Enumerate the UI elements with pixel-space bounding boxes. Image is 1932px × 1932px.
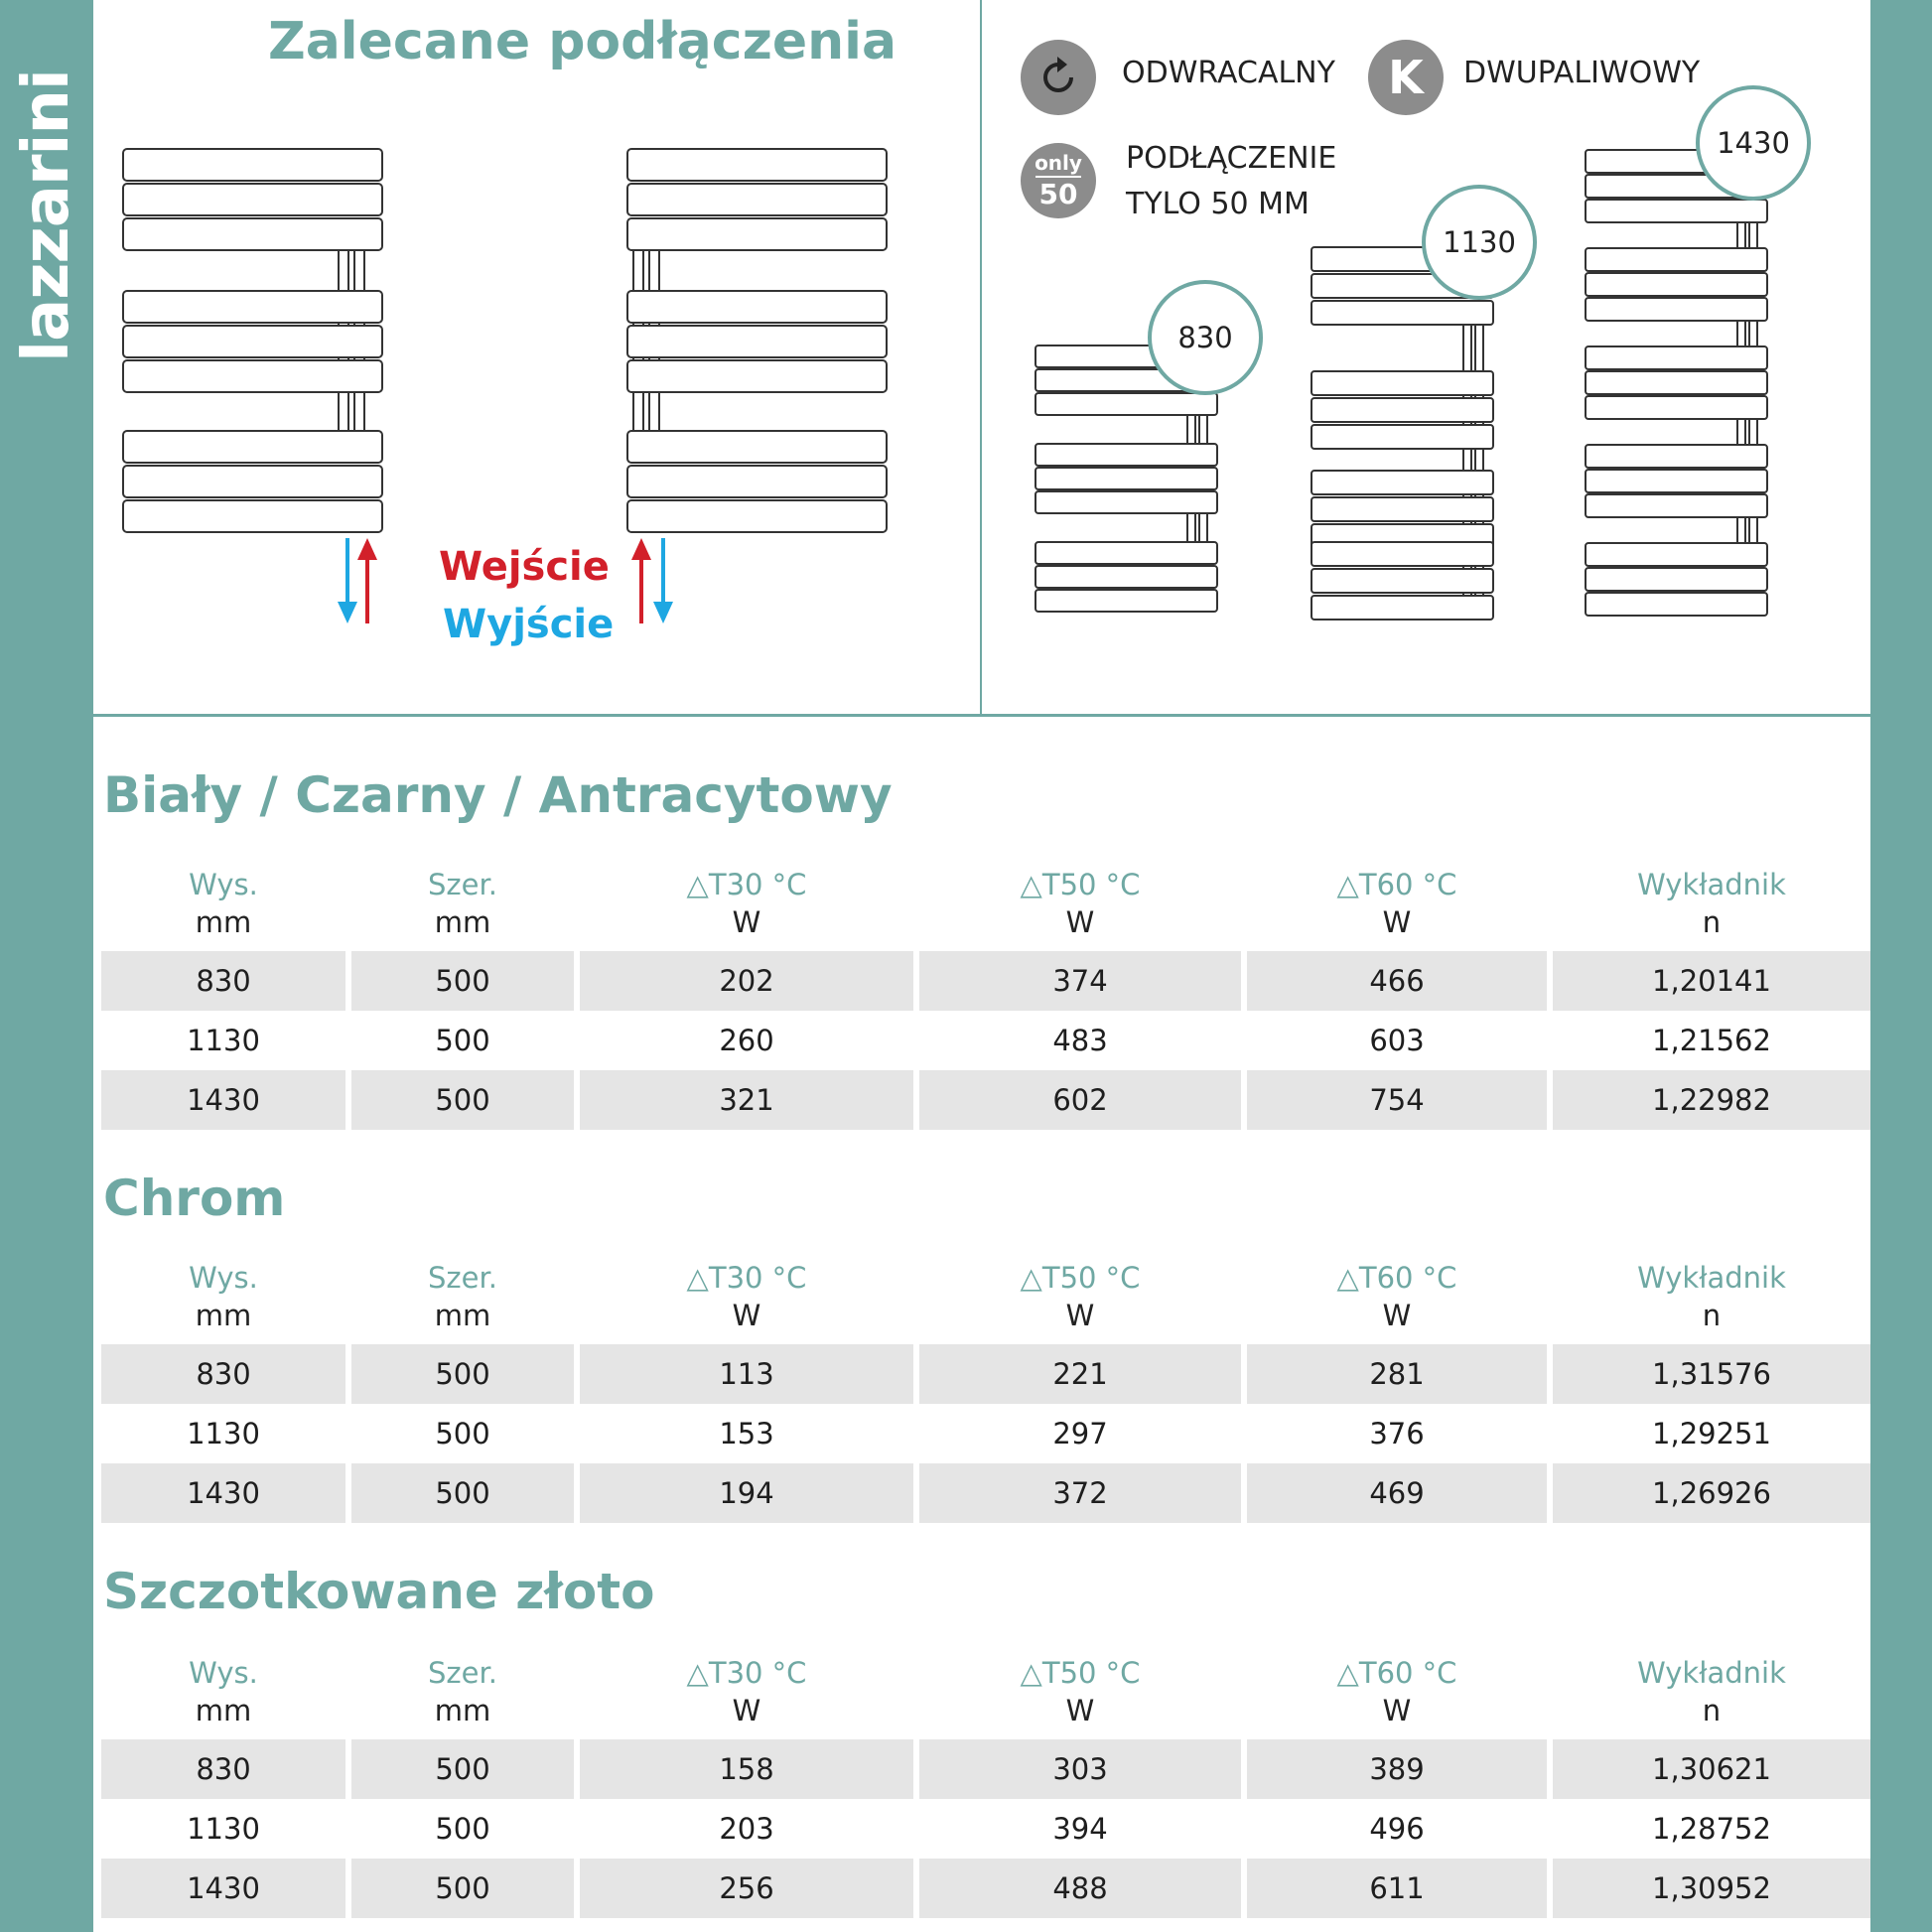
header-dt60: △T60 °C W	[1336, 1261, 1457, 1332]
header-width: Szer. mm	[428, 868, 497, 939]
cell-exponent: 1,28752	[1553, 1799, 1870, 1859]
cell-width: 500	[351, 951, 574, 1011]
cell-dt60: 603	[1247, 1011, 1547, 1070]
connections-title: Zalecane podłączenia	[268, 12, 897, 71]
header-dt30: △T30 °C W	[686, 868, 807, 939]
feature-rear-connection-line2: TYLO 50 MM	[1126, 187, 1310, 221]
cell-dt30: 113	[580, 1344, 913, 1404]
header-dt50: △T50 °C W	[1020, 1656, 1141, 1727]
cell-dt50: 488	[919, 1859, 1241, 1918]
cell-exponent: 1,20141	[1553, 951, 1870, 1011]
cell-dt30: 194	[580, 1463, 913, 1523]
only-50-icon-top: only	[1035, 151, 1082, 175]
spec-table-brushed-gold	[95, 1640, 1876, 1918]
table-row	[101, 1799, 1870, 1859]
cell-exponent: 1,30621	[1553, 1739, 1870, 1799]
cell-dt50: 303	[919, 1739, 1241, 1799]
inlet-outlet-arrows-left	[328, 536, 387, 625]
cell-width: 500	[351, 1463, 574, 1523]
cell-height: 1430	[101, 1463, 345, 1523]
cell-width: 500	[351, 1799, 574, 1859]
radiator-diagram-left	[119, 144, 397, 541]
section-divider-vertical	[980, 0, 982, 715]
header-dt30: △T30 °C W	[686, 1261, 807, 1332]
cell-height: 1430	[101, 1070, 345, 1130]
radiator-size-1130	[1309, 244, 1497, 621]
cell-dt50: 394	[919, 1799, 1241, 1859]
cell-dt50: 483	[919, 1011, 1241, 1070]
size-bubble-1430: 1430	[1696, 85, 1811, 201]
header-width: Szer. mm	[428, 1656, 497, 1727]
brand-logo-text: lazzarini	[10, 69, 83, 362]
cell-dt50: 372	[919, 1463, 1241, 1523]
header-dt50: △T50 °C W	[1020, 868, 1141, 939]
header-dt50: △T50 °C W	[1020, 1261, 1141, 1332]
outlet-label: Wyjście	[443, 602, 615, 647]
feature-dual-fuel-label: DWUPALIWOWY	[1463, 56, 1701, 90]
header-exponent: Wykładnik n	[1637, 1261, 1786, 1332]
cell-height: 1430	[101, 1859, 345, 1918]
cell-dt60: 469	[1247, 1463, 1547, 1523]
cell-dt60: 466	[1247, 951, 1547, 1011]
cell-dt30: 321	[580, 1070, 913, 1130]
cell-width: 500	[351, 1859, 574, 1918]
header-height: Wys. mm	[189, 1656, 258, 1727]
table-header-row	[101, 1640, 1870, 1739]
cell-exponent: 1,31576	[1553, 1344, 1870, 1404]
cell-width: 500	[351, 1011, 574, 1070]
cell-width: 500	[351, 1739, 574, 1799]
cell-width: 500	[351, 1344, 574, 1404]
cell-dt60: 376	[1247, 1404, 1547, 1463]
section-title-brushed-gold: Szczotkowane złoto	[103, 1563, 655, 1620]
cell-dt30: 256	[580, 1859, 913, 1918]
header-height: Wys. mm	[189, 1261, 258, 1332]
radiator-size-1430	[1583, 147, 1771, 623]
table-row	[101, 1344, 1870, 1404]
table-row	[101, 1859, 1870, 1918]
cell-dt30: 203	[580, 1799, 913, 1859]
header-dt60: △T60 °C W	[1336, 868, 1457, 939]
cell-width: 500	[351, 1404, 574, 1463]
radiator-diagram-right	[623, 144, 901, 541]
inlet-outlet-arrows-right	[620, 536, 679, 625]
cell-width: 500	[351, 1070, 574, 1130]
cell-dt50: 374	[919, 951, 1241, 1011]
only-50-icon-bottom: 50	[1038, 178, 1078, 210]
table-row	[101, 1739, 1870, 1799]
cell-dt60: 611	[1247, 1859, 1547, 1918]
feature-reversible-label: ODWRACALNY	[1122, 56, 1335, 90]
cell-exponent: 1,30952	[1553, 1859, 1870, 1918]
spec-table-chrome	[95, 1245, 1876, 1523]
table-header-row	[101, 852, 1870, 951]
section-title-white-black-anthracite: Biały / Czarny / Antracytowy	[103, 766, 893, 824]
cell-height: 1130	[101, 1404, 345, 1463]
size-bubble-830: 830	[1148, 280, 1263, 395]
header-height: Wys. mm	[189, 868, 258, 939]
cell-dt50: 221	[919, 1344, 1241, 1404]
table-row	[101, 951, 1870, 1011]
spec-table-white-black-anthracite	[95, 852, 1876, 1130]
header-exponent: Wykładnik n	[1637, 1656, 1786, 1727]
header-exponent: Wykładnik n	[1637, 868, 1786, 939]
cell-height: 1130	[101, 1011, 345, 1070]
cell-dt60: 496	[1247, 1799, 1547, 1859]
left-brand-bar	[0, 0, 93, 1932]
section-divider-horizontal	[93, 714, 1870, 717]
cell-height: 830	[101, 1739, 345, 1799]
cell-exponent: 1,22982	[1553, 1070, 1870, 1130]
cell-dt60: 754	[1247, 1070, 1547, 1130]
cell-dt60: 281	[1247, 1344, 1547, 1404]
cell-dt60: 389	[1247, 1739, 1547, 1799]
k-badge-letter: K	[1388, 51, 1424, 104]
brand-logo	[10, 69, 83, 437]
header-dt30: △T30 °C W	[686, 1656, 807, 1727]
cell-dt50: 602	[919, 1070, 1241, 1130]
table-row	[101, 1011, 1870, 1070]
cell-exponent: 1,21562	[1553, 1011, 1870, 1070]
cell-height: 1130	[101, 1799, 345, 1859]
cell-dt50: 297	[919, 1404, 1241, 1463]
table-row	[101, 1404, 1870, 1463]
cell-dt30: 260	[580, 1011, 913, 1070]
table-header-row	[101, 1245, 1870, 1344]
cell-height: 830	[101, 1344, 345, 1404]
right-brand-bar	[1870, 0, 1932, 1932]
cell-dt30: 202	[580, 951, 913, 1011]
size-bubble-1130: 1130	[1422, 185, 1537, 300]
header-width: Szer. mm	[428, 1261, 497, 1332]
cell-exponent: 1,26926	[1553, 1463, 1870, 1523]
inlet-label: Wejście	[439, 544, 610, 590]
feature-rear-connection-line1: PODŁĄCZENIE	[1126, 141, 1337, 176]
section-title-chrome: Chrom	[103, 1170, 286, 1227]
rotate-arrow-icon	[1021, 40, 1096, 115]
cell-dt30: 153	[580, 1404, 913, 1463]
cell-dt30: 158	[580, 1739, 913, 1799]
table-row	[101, 1463, 1870, 1523]
only-50-icon	[1021, 143, 1096, 218]
cell-height: 830	[101, 951, 345, 1011]
cell-exponent: 1,29251	[1553, 1404, 1870, 1463]
table-row	[101, 1070, 1870, 1130]
k-badge-icon	[1368, 40, 1444, 115]
header-dt60: △T60 °C W	[1336, 1656, 1457, 1727]
